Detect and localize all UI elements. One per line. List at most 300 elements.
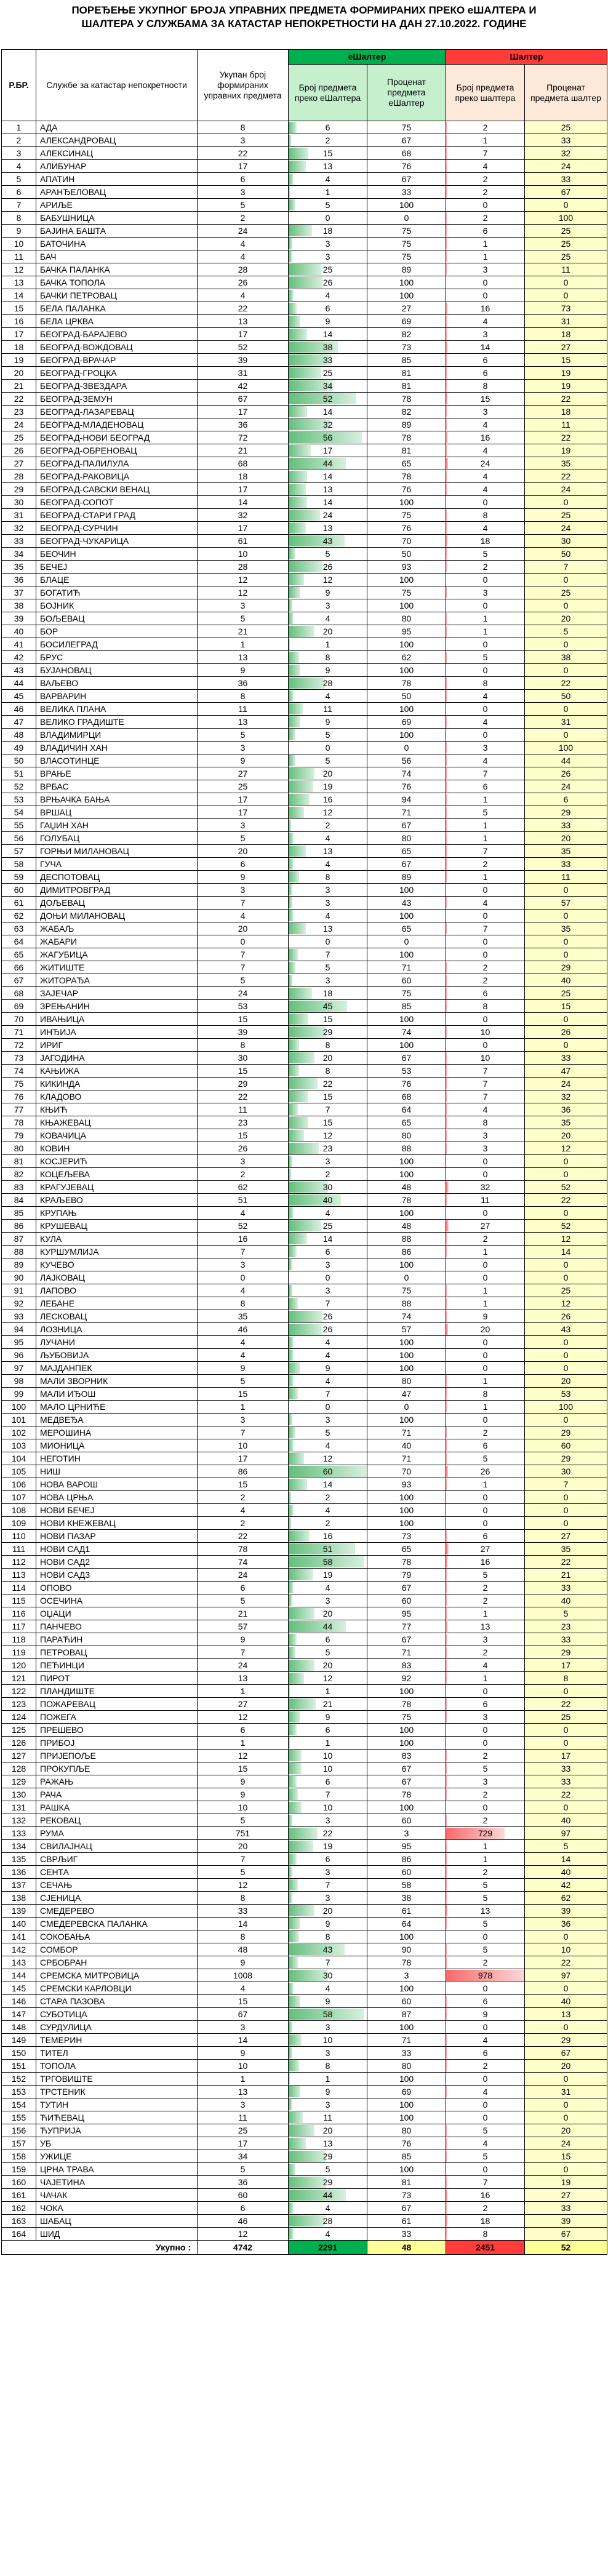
cell-s_pct: 27 xyxy=(525,341,607,354)
table-row xyxy=(2,703,607,716)
cell-s_pct: 22 xyxy=(525,470,607,483)
cell-s_count xyxy=(446,134,525,147)
cell-office: БЕОГРАД-ЧУКАРИЦА xyxy=(36,535,198,548)
cell-s_count xyxy=(446,1750,525,1762)
cell-rb: 13 xyxy=(2,276,36,289)
cell-total: 6 xyxy=(198,2202,289,2215)
cell-s_pct: 97 xyxy=(525,1969,607,1982)
cell-office: БЛАЦЕ xyxy=(36,574,198,586)
cell-value: 0 xyxy=(482,1350,488,1360)
cell-total: 5 xyxy=(198,2163,289,2176)
cell-e_count xyxy=(289,845,367,858)
cell-e_count xyxy=(289,2163,367,2176)
cell-value: 1 xyxy=(325,1738,330,1748)
cell-e_count xyxy=(289,431,367,444)
cell-value: 0 xyxy=(482,665,488,675)
cell-value: 9 xyxy=(325,2087,330,2097)
cell-value: 6 xyxy=(325,1634,330,1644)
cell-e_count xyxy=(289,612,367,625)
cell-total: 7 xyxy=(198,948,289,961)
table-row xyxy=(2,1801,607,1814)
cell-s_pct: 17 xyxy=(525,1659,607,1672)
cell-s_count xyxy=(446,2137,525,2150)
cell-s_pct: 19 xyxy=(525,444,607,457)
cell-rb: 93 xyxy=(2,1310,36,1323)
cell-value: 0 xyxy=(325,1273,330,1282)
cell-value: 5 xyxy=(482,1919,488,1929)
table-row xyxy=(2,1879,607,1892)
cell-e_pct: 65 xyxy=(367,457,446,470)
table-row xyxy=(2,1233,607,1246)
cell-s_pct: 14 xyxy=(525,1853,607,1866)
table-row xyxy=(2,1569,607,1582)
cell-value: 4 xyxy=(325,833,330,843)
cell-e_count xyxy=(289,1905,367,1918)
cell-e_count xyxy=(289,910,367,922)
comparison-table xyxy=(1,49,607,2255)
cell-total: 35 xyxy=(198,1310,289,1323)
table-row xyxy=(2,2073,607,2086)
cell-total: 57 xyxy=(198,1620,289,1633)
cell-e_pct: 86 xyxy=(367,1246,446,1258)
table-row xyxy=(2,1905,607,1918)
cell-total: 6 xyxy=(198,858,289,871)
cell-value: 2 xyxy=(482,1958,488,1967)
cell-s_count xyxy=(446,599,525,612)
cell-value: 5 xyxy=(325,2164,330,2174)
cell-rb: 164 xyxy=(2,2228,36,2241)
cell-e_count xyxy=(289,1840,367,1853)
cell-rb: 3 xyxy=(2,147,36,160)
cell-s_pct: 29 xyxy=(525,806,607,819)
cell-value: 2 xyxy=(482,859,488,869)
cell-s_count xyxy=(446,806,525,819)
cell-value: 3 xyxy=(325,252,330,262)
cell-value: 6 xyxy=(325,1247,330,1257)
cell-value: 29 xyxy=(322,2177,333,2187)
cell-total: 3 xyxy=(198,1414,289,1426)
cell-e_pct: 100 xyxy=(367,496,446,509)
cell-rb: 141 xyxy=(2,1930,36,1943)
cell-value: 3 xyxy=(482,1130,488,1140)
cell-office: БАБУШНИЦА xyxy=(36,212,198,225)
table-row xyxy=(2,1168,607,1181)
cell-e_pct: 75 xyxy=(367,250,446,263)
cell-value: 1 xyxy=(482,833,488,843)
cell-e_count xyxy=(289,1181,367,1194)
cell-rb: 6 xyxy=(2,186,36,199)
cell-total: 22 xyxy=(198,302,289,315)
cell-office: БЕОГРАД-ВОЖДОВАЦ xyxy=(36,341,198,354)
table-row xyxy=(2,2124,607,2137)
cell-value: 1 xyxy=(482,1286,488,1295)
cell-value: 25 xyxy=(322,368,333,378)
cell-e_count xyxy=(289,483,367,496)
cell-value: 0 xyxy=(482,1686,488,1696)
cell-total: 17 xyxy=(198,1452,289,1465)
cell-rb: 12 xyxy=(2,263,36,276)
table-row xyxy=(2,1401,607,1414)
cell-e_count xyxy=(289,341,367,354)
cell-office: АДА xyxy=(36,121,198,134)
cell-value: 14 xyxy=(322,407,333,417)
cell-s_pct: 60 xyxy=(525,1439,607,1452)
cell-office: ЖАБАРИ xyxy=(36,935,198,948)
cell-value: 13 xyxy=(322,924,333,934)
cell-rb: 25 xyxy=(2,431,36,444)
cell-value: 5 xyxy=(325,200,330,210)
cell-s_pct: 67 xyxy=(525,186,607,199)
cell-office: КРАЉЕВО xyxy=(36,1194,198,1207)
cell-s_count xyxy=(446,2150,525,2163)
cell-value: 1 xyxy=(482,252,488,262)
cell-s_count xyxy=(446,2111,525,2124)
cell-s_count xyxy=(446,302,525,315)
table-row xyxy=(2,922,607,935)
cell-value: 15 xyxy=(322,1092,333,1102)
cell-total: 17 xyxy=(198,806,289,819)
cell-value: 8 xyxy=(482,1389,488,1399)
cell-value: 13 xyxy=(480,1622,490,1631)
cell-s_count xyxy=(446,225,525,238)
cell-value: 44 xyxy=(322,458,333,468)
cell-value: 10 xyxy=(322,1751,333,1761)
cell-office: НОВИ БЕЧЕЈ xyxy=(36,1504,198,1517)
cell-e_pct: 100 xyxy=(367,1491,446,1504)
cell-e_count xyxy=(289,250,367,263)
table-row xyxy=(2,767,607,780)
cell-office: ДЕСПОТОВАЦ xyxy=(36,871,198,884)
cell-value: 1 xyxy=(482,1376,488,1386)
cell-rb: 60 xyxy=(2,884,36,897)
cell-rb: 158 xyxy=(2,2150,36,2163)
cell-s_count xyxy=(446,1271,525,1284)
cell-office: СЈЕНИЦА xyxy=(36,1892,198,1905)
cell-office: ПЛАНДИШТЕ xyxy=(36,1685,198,1698)
cell-rb: 97 xyxy=(2,1362,36,1375)
cell-e_count xyxy=(289,1388,367,1401)
cell-s_pct: 50 xyxy=(525,548,607,561)
cell-rb: 133 xyxy=(2,1827,36,1840)
cell-s_count xyxy=(446,173,525,186)
cell-value: 14 xyxy=(480,342,490,352)
cell-value: 7 xyxy=(325,1880,330,1890)
cell-office: БЕОГРАД-НОВИ БЕОГРАД xyxy=(36,431,198,444)
cell-rb: 139 xyxy=(2,1905,36,1918)
cell-e_count xyxy=(289,716,367,729)
cell-value: 34 xyxy=(322,381,333,391)
cell-office: ОЏАЦИ xyxy=(36,1607,198,1620)
cell-rb: 52 xyxy=(2,780,36,793)
cell-s_pct: 22 xyxy=(525,677,607,690)
cell-s_count xyxy=(446,1039,525,1052)
cell-s_pct: 0 xyxy=(525,1517,607,1530)
cell-s_pct: 14 xyxy=(525,1246,607,1258)
cell-rb: 116 xyxy=(2,1607,36,1620)
cell-office: БЕОГРАД-ВРАЧАР xyxy=(36,354,198,367)
cell-s_count xyxy=(446,935,525,948)
cell-e_pct: 100 xyxy=(367,199,446,212)
cell-e_pct: 38 xyxy=(367,1892,446,1905)
table-row xyxy=(2,2098,607,2111)
cell-total: 4 xyxy=(198,1336,289,1349)
cell-e_pct: 100 xyxy=(367,638,446,651)
cell-s_pct: 19 xyxy=(525,367,607,380)
cell-office: СТАРА ПАЗОВА xyxy=(36,1995,198,2008)
cell-s_pct: 0 xyxy=(525,599,607,612)
header-eshalter: еШалтер xyxy=(289,50,446,65)
cell-rb: 73 xyxy=(2,1052,36,1065)
cell-rb: 131 xyxy=(2,1801,36,1814)
cell-value: 4 xyxy=(325,1208,330,1218)
cell-value: 3 xyxy=(325,1893,330,1903)
cell-office: БЕОГРАД-МЛАДЕНОВАЦ xyxy=(36,418,198,431)
cell-s_pct: 0 xyxy=(525,664,607,677)
totals-s-count: 2451 xyxy=(446,2241,525,2255)
cell-value: 4 xyxy=(482,471,488,481)
cell-e_count xyxy=(289,2021,367,2034)
cell-e_pct: 100 xyxy=(367,910,446,922)
cell-s_count xyxy=(446,1207,525,1220)
cell-total: 8 xyxy=(198,1297,289,1310)
cell-total: 4 xyxy=(198,289,289,302)
cell-office: АЛЕКСАНДРОВАЦ xyxy=(36,134,198,147)
cell-value: 5 xyxy=(325,1428,330,1438)
cell-value: 38 xyxy=(322,342,333,352)
cell-value: 3 xyxy=(325,1867,330,1877)
cell-s_count xyxy=(446,160,525,173)
cell-e_count xyxy=(289,1258,367,1271)
cell-e_pct: 86 xyxy=(367,1853,446,1866)
cell-e_pct: 81 xyxy=(367,367,446,380)
cell-total: 1 xyxy=(198,1737,289,1750)
cell-value: 0 xyxy=(482,2100,488,2110)
cell-value: 2 xyxy=(482,1647,488,1657)
cell-e_count xyxy=(289,1336,367,1349)
cell-e_pct: 78 xyxy=(367,677,446,690)
cell-office: ЋУПРИЈА xyxy=(36,2124,198,2137)
cell-office: СРЕМСКИ КАРЛОВЦИ xyxy=(36,1982,198,1995)
cell-e_count xyxy=(289,1000,367,1013)
cell-office: АРИЉЕ xyxy=(36,199,198,212)
cell-e_count xyxy=(289,897,367,910)
cell-office: ГОЛУБАЦ xyxy=(36,832,198,845)
cell-e_count xyxy=(289,1685,367,1698)
table-row xyxy=(2,160,607,173)
cell-value: 2 xyxy=(325,820,330,830)
cell-e_pct: 89 xyxy=(367,871,446,884)
cell-total: 9 xyxy=(198,1788,289,1801)
cell-e_count xyxy=(289,1762,367,1775)
cell-value: 6 xyxy=(482,1531,488,1541)
table-row xyxy=(2,1246,607,1258)
cell-total: 27 xyxy=(198,767,289,780)
cell-s_count xyxy=(446,574,525,586)
cell-value: 44 xyxy=(322,1622,333,1631)
cell-s_pct: 13 xyxy=(525,2008,607,2021)
cell-value: 23 xyxy=(322,1143,333,1153)
cell-rb: 142 xyxy=(2,1943,36,1956)
cell-s_pct: 39 xyxy=(525,1905,607,1918)
cell-e_count xyxy=(289,1633,367,1646)
cell-e_count xyxy=(289,1478,367,1491)
cell-value: 6 xyxy=(482,355,488,365)
cell-office: РАЧА xyxy=(36,1788,198,1801)
table-row xyxy=(2,1969,607,1982)
cell-e_pct: 93 xyxy=(367,561,446,574)
table-row xyxy=(2,1982,607,1995)
cell-rb: 112 xyxy=(2,1556,36,1569)
cell-total: 29 xyxy=(198,1078,289,1090)
table-row xyxy=(2,250,607,263)
cell-value: 5 xyxy=(325,549,330,559)
cell-s_pct: 33 xyxy=(525,1052,607,1065)
cell-e_count xyxy=(289,1013,367,1026)
cell-value: 1 xyxy=(325,1686,330,1696)
cell-value: 51 xyxy=(322,1544,333,1554)
cell-total: 16 xyxy=(198,1233,289,1246)
cell-rb: 69 xyxy=(2,1000,36,1013)
cell-rb: 147 xyxy=(2,2008,36,2021)
table-row xyxy=(2,1297,607,1310)
cell-s_pct: 24 xyxy=(525,522,607,535)
cell-s_pct: 26 xyxy=(525,767,607,780)
cell-office: КРУШЕВАЦ xyxy=(36,1220,198,1233)
cell-s_count xyxy=(446,509,525,522)
cell-value: 6 xyxy=(482,2048,488,2058)
cell-s_pct: 12 xyxy=(525,1142,607,1155)
cell-office: ВЛАСОТИНЦЕ xyxy=(36,754,198,767)
cell-rb: 58 xyxy=(2,858,36,871)
cell-total: 78 xyxy=(198,1543,289,1556)
cell-value: 4 xyxy=(325,911,330,921)
cell-s_pct: 35 xyxy=(525,1116,607,1129)
cell-rb: 41 xyxy=(2,638,36,651)
cell-e_pct: 70 xyxy=(367,535,446,548)
cell-value: 7 xyxy=(325,1105,330,1114)
cell-e_count xyxy=(289,1646,367,1659)
cell-s_pct: 7 xyxy=(525,561,607,574)
cell-value: 11 xyxy=(323,704,332,714)
cell-value: 0 xyxy=(482,1363,488,1373)
cell-e_count xyxy=(289,1853,367,1866)
cell-e_pct: 89 xyxy=(367,263,446,276)
cell-s_count xyxy=(446,974,525,987)
cell-s_count xyxy=(446,470,525,483)
cell-total: 18 xyxy=(198,470,289,483)
table-row xyxy=(2,134,607,147)
cell-office: ТРГОВИШТЕ xyxy=(36,2073,198,2086)
cell-s_count xyxy=(446,1220,525,1233)
cell-s_count xyxy=(446,496,525,509)
table-row xyxy=(2,1827,607,1840)
cell-value: 4 xyxy=(482,2138,488,2148)
cell-rb: 163 xyxy=(2,2215,36,2228)
cell-value: 0 xyxy=(482,497,488,507)
cell-office: СОМБОР xyxy=(36,1943,198,1956)
cell-e_pct: 60 xyxy=(367,1594,446,1607)
table-row xyxy=(2,1762,607,1775)
table-row xyxy=(2,1659,607,1672)
cell-value: 0 xyxy=(482,704,488,714)
cell-e_count xyxy=(289,1943,367,1956)
cell-s_count xyxy=(446,1762,525,1775)
cell-total: 31 xyxy=(198,367,289,380)
cell-rb: 124 xyxy=(2,1711,36,1724)
cell-s_count xyxy=(446,431,525,444)
cell-s_count xyxy=(446,1685,525,1698)
cell-s_pct: 6 xyxy=(525,793,607,806)
table-row xyxy=(2,897,607,910)
cell-total: 12 xyxy=(198,1750,289,1762)
cell-rb: 21 xyxy=(2,380,36,393)
cell-rb: 114 xyxy=(2,1582,36,1594)
cell-office: ВРЊАЧКА БАЊА xyxy=(36,793,198,806)
cell-total: 46 xyxy=(198,2215,289,2228)
cell-total: 5 xyxy=(198,832,289,845)
table-row xyxy=(2,496,607,509)
cell-rb: 65 xyxy=(2,948,36,961)
cell-office: ВЕЛИКА ПЛАНА xyxy=(36,703,198,716)
cell-e_count xyxy=(289,1168,367,1181)
cell-value: 4 xyxy=(325,614,330,623)
cell-rb: 152 xyxy=(2,2073,36,2086)
cell-s_count xyxy=(446,742,525,754)
cell-e_pct: 100 xyxy=(367,276,446,289)
cell-e_pct: 100 xyxy=(367,1982,446,1995)
cell-value: 6 xyxy=(482,368,488,378)
cell-office: БЕОЧИН xyxy=(36,548,198,561)
cell-s_pct: 53 xyxy=(525,1388,607,1401)
cell-s_pct: 33 xyxy=(525,1582,607,1594)
cell-s_count xyxy=(446,1065,525,1078)
cell-value: 30 xyxy=(322,1970,333,1980)
cell-office: ИВАЊИЦА xyxy=(36,1013,198,1026)
cell-office: ЧАЧАК xyxy=(36,2189,198,2202)
cell-total: 17 xyxy=(198,406,289,418)
cell-office: БЕОГРАД-ГРОЦКА xyxy=(36,367,198,380)
cell-e_count xyxy=(289,1698,367,1711)
cell-total: 20 xyxy=(198,922,289,935)
cell-total: 25 xyxy=(198,780,289,793)
cell-total: 28 xyxy=(198,561,289,574)
cell-total: 5 xyxy=(198,1814,289,1827)
cell-value: 14 xyxy=(322,329,333,339)
cell-e_count xyxy=(289,1530,367,1543)
header-shalter: Шалтер xyxy=(446,50,607,65)
cell-s_pct: 0 xyxy=(525,884,607,897)
cell-s_count xyxy=(446,1995,525,2008)
cell-rb: 83 xyxy=(2,1181,36,1194)
cell-s_count xyxy=(446,586,525,599)
cell-value: 3 xyxy=(325,885,330,895)
cell-rb: 62 xyxy=(2,910,36,922)
cell-total: 53 xyxy=(198,1000,289,1013)
cell-value: 7 xyxy=(482,769,488,778)
cell-total: 52 xyxy=(198,341,289,354)
cell-total: 9 xyxy=(198,1633,289,1646)
cell-value: 0 xyxy=(482,1492,488,1502)
cell-value: 0 xyxy=(325,1402,330,1412)
cell-total: 15 xyxy=(198,1065,289,1078)
cell-rb: 67 xyxy=(2,974,36,987)
table-row xyxy=(2,858,607,871)
table-row xyxy=(2,1129,607,1142)
cell-rb: 126 xyxy=(2,1737,36,1750)
cell-s_count xyxy=(446,1401,525,1414)
table-row xyxy=(2,832,607,845)
table-row xyxy=(2,457,607,470)
